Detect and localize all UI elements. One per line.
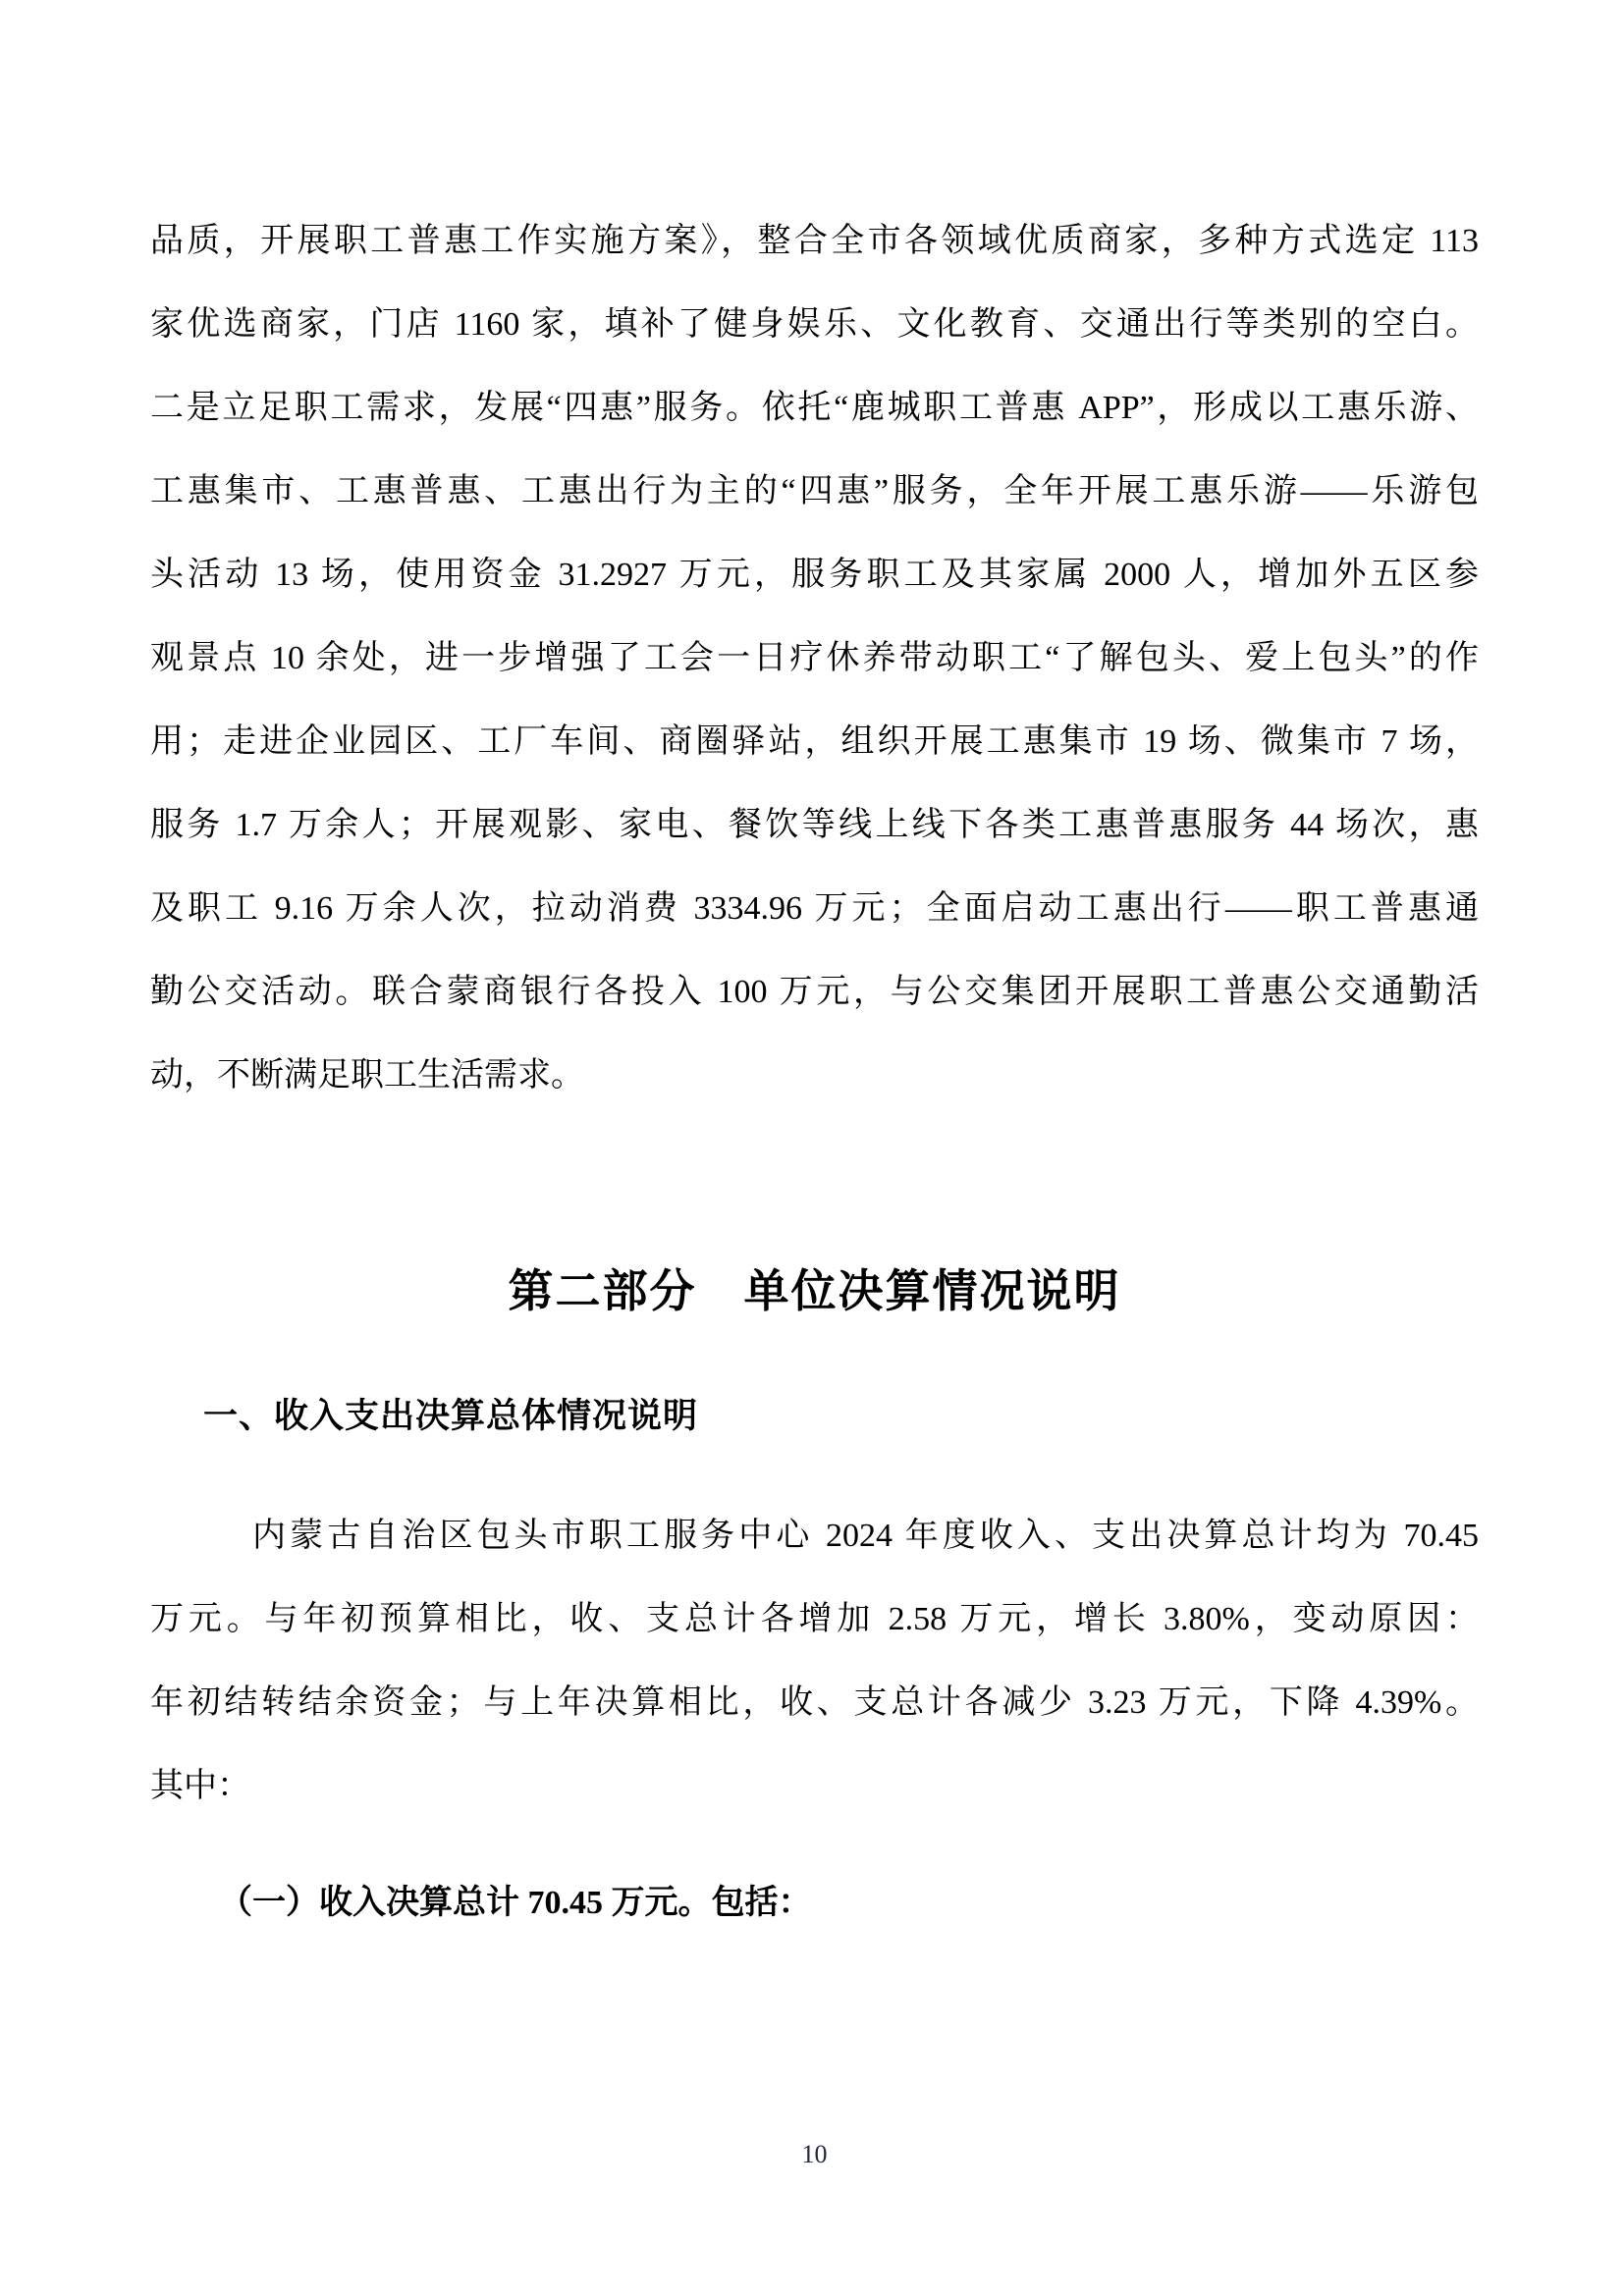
part-heading: 第二部分 单位决算情况说明 <box>508 1265 1121 1316</box>
body-line: 观景点 10 余处，进一步增强了工会一日疗休养带动职工“了解包头、爱上包头”的作 <box>150 640 1479 676</box>
body-line: 勤公交活动。联合蒙商银行各投入 100 万元，与公交集团开展职工普惠公交通勤活 <box>150 974 1479 1010</box>
body-line: 服务 1.7 万余人；开展观影、家电、餐饮等线上线下各类工惠普惠服务 44 场次，惠 <box>150 807 1479 843</box>
body-line: 动，不断满足职工生活需求。 <box>150 1057 584 1094</box>
subsection-heading: （一）收入决算总计 70.45 万元。包括： <box>219 1885 812 1921</box>
body-line: 工惠集市、工惠普惠、工惠出行为主的“四惠”服务，全年开展工惠乐游——乐游包 <box>150 473 1479 509</box>
body-line: 二是立足职工需求，发展“四惠”服务。依托“鹿城职工普惠 APP”，形成以工惠乐游、 <box>150 390 1479 426</box>
body-line: 家优选商家，门店 1160 家，填补了健身娱乐、文化教育、交通出行等类别的空白。 <box>150 306 1479 343</box>
body-line: 头活动 13 场，使用资金 31.2927 万元，服务职工及其家属 2000 人，增加外五区参 <box>150 557 1479 593</box>
body-line: 用；走进企业园区、工厂车间、商圈驿站，组织开展工惠集市 19 场、微集市 7 场， <box>150 723 1479 760</box>
body-line: 品质，开展职工普惠工作实施方案》，整合全市各领域优质商家，多种方式选定 113 <box>150 223 1479 259</box>
summary-paragraph <box>150 1494 1479 1828</box>
section-heading: 一、收入支出决算总体情况说明 <box>203 1397 699 1435</box>
page-footer <box>150 2139 1479 2170</box>
body-paragraph <box>150 199 1479 1117</box>
body-line: 内蒙古自治区包头市职工服务中心 2024 年度收入、支出决算总计均为 70.45 <box>252 1518 1479 1554</box>
body-line: 年初结转结余资金；与上年决算相比，收、支总计各减少 3.23 万元，下降 4.39%。 <box>150 1684 1479 1721</box>
body-line: 万元。与年初预算相比，收、支总计各增加 2.58 万元，增长 3.80%，变动原因： <box>150 1601 1479 1637</box>
page-number: 10 <box>801 2140 828 2168</box>
body-line: 其中： <box>150 1768 250 1804</box>
body-line: 及职工 9.16 万余人次，拉动消费 3334.96 万元；全面启动工惠出行——职工普惠通 <box>150 890 1479 927</box>
